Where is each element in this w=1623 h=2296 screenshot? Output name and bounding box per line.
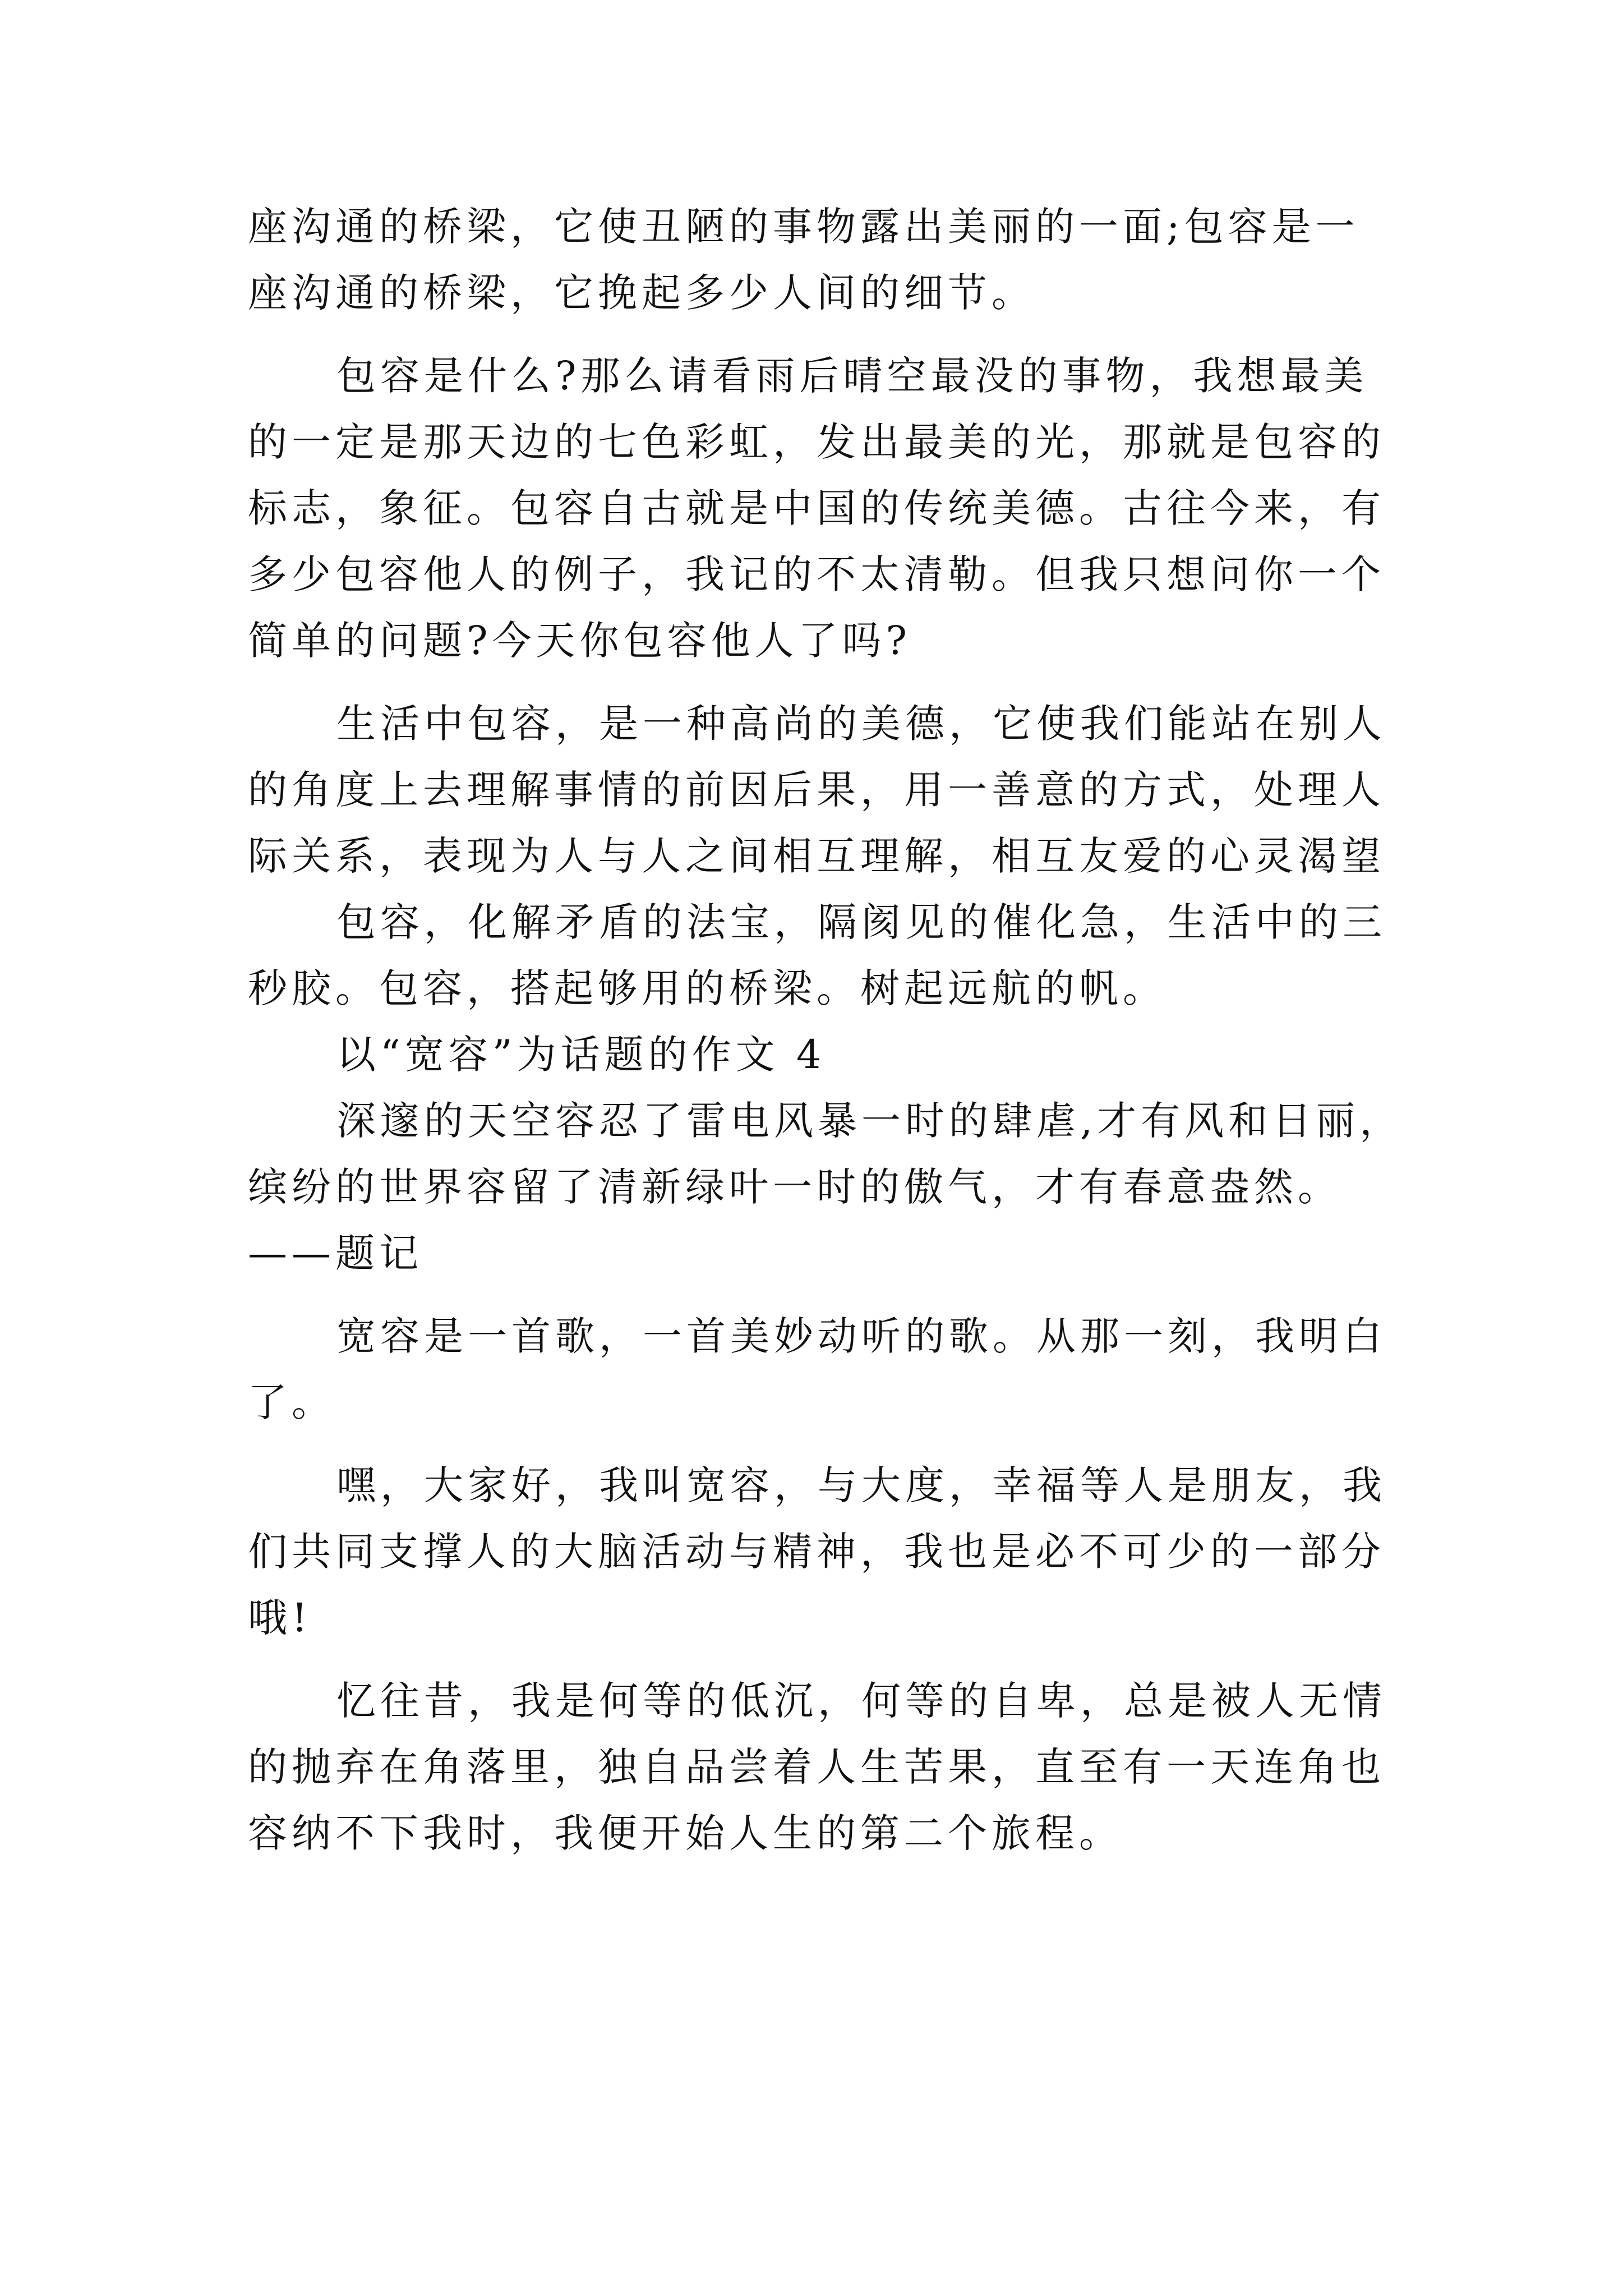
text-line: 际关系，表现为人与人之间相互理解，相互友爱的心灵渴望: [248, 833, 1385, 879]
text-line: 嘿，大家好，我叫宽容，与大度，幸福等人是朋友，我: [336, 1462, 1386, 1508]
text-line: 容纳不下我时，我便开始人生的第二个旅程。: [248, 1810, 1123, 1856]
paragraph: [248, 691, 1392, 889]
text-line: ——题记: [248, 1230, 423, 1276]
text-line: 秒胶。包容，搭起够用的桥梁。树起远航的帆。: [248, 965, 1166, 1011]
text-line: 包容，化解矛盾的法宝，隔阂见的催化急，生活中的三: [336, 899, 1386, 945]
document-body: [248, 194, 1404, 1866]
text-line: 了。: [248, 1379, 335, 1425]
text-line: 生活中包容，是一种高尚的美德，它使我们能站在别人: [336, 701, 1386, 747]
text-line: 忆往昔，我是何等的低沉，何等的自卑，总是被人无情: [336, 1678, 1386, 1724]
text-line: 们共同支撑人的大脑活动与精神，我也是必不可少的一部分: [248, 1529, 1385, 1575]
text-line: 的角度上去理解事情的前因后果，用一善意的方式，处理人: [248, 767, 1385, 813]
paragraph: [248, 1303, 1392, 1435]
text-line: 的一定是那天边的七色彩虹，发出最美的光，那就是包容的: [248, 419, 1385, 465]
text-line: 以“宽容”为话题的作文 4: [336, 1032, 826, 1078]
text-line: 包容是什么?那么请看雨后晴空最没的事物，我想最美: [336, 353, 1368, 399]
text-line: 座沟通的桥梁，它使丑陋的事物露出美丽的一面;包容是一: [248, 204, 1359, 250]
paragraph: [248, 1088, 1404, 1286]
text-line: 缤纷的世界容留了清新绿叶一时的傲气，才有春意盎然。: [248, 1164, 1341, 1210]
text-line: 深邃的天空容忍了雷电风暴一时的肆虐,才有风和日丽，: [336, 1098, 1404, 1144]
section-heading: [248, 1022, 1392, 1088]
text-line: 多少包容他人的例子，我记的不太清勒。但我只想问你一个: [248, 551, 1385, 597]
text-line: 哦!: [248, 1595, 312, 1641]
text-line: 简单的问题?今天你包容他人了吗?: [248, 618, 912, 664]
paragraph: [248, 343, 1392, 674]
paragraph: [248, 194, 1392, 326]
paragraph: [248, 1668, 1392, 1866]
text-line: 标志，象征。包容自古就是中国的传统美德。古往今来，有: [248, 485, 1385, 531]
text-line: 的抛弃在角落里，独自品尝着人生苦果，直至有一天连角也: [248, 1744, 1385, 1790]
text-line: 宽容是一首歌，一首美妙动听的歌。从那一刻，我明白: [336, 1313, 1386, 1359]
paragraph: [248, 889, 1392, 1022]
text-line: 座沟通的桥梁，它挽起多少人间的细节。: [248, 270, 1035, 316]
paragraph: [248, 1452, 1392, 1651]
